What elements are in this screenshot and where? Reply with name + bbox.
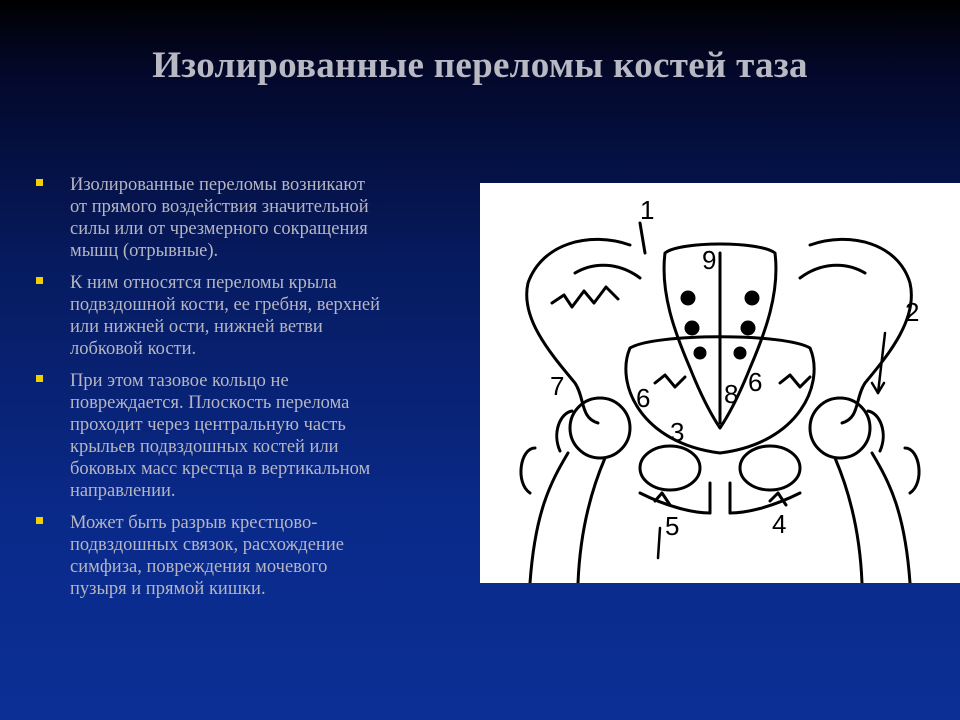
figure-label: 1 xyxy=(640,195,655,225)
bullet-square-icon xyxy=(36,179,43,186)
bullet-item xyxy=(34,370,474,502)
bullet-item xyxy=(34,512,474,600)
figure-label: 2 xyxy=(905,297,920,327)
figure-label: 4 xyxy=(772,509,787,539)
figure-label: 7 xyxy=(550,371,565,401)
figure-label: 3 xyxy=(670,417,685,447)
bullet-text: При этом тазовое кольцо не повреждается. Плоскость перелома проходит через центральную часть крыльев подвздошных костей или боковых масс крестца в вертикальном направлении. xyxy=(70,371,371,501)
bullet-item xyxy=(34,272,474,360)
figure-label: 8 xyxy=(724,379,739,409)
figure-label: 6 xyxy=(636,383,651,413)
bullet-square-icon xyxy=(36,375,43,382)
slide-title: Изолированные переломы костей таза xyxy=(152,45,808,86)
bullet-text: Может быть разрыв крестцово- подвздошных связок, расхождение симфиза, повреждения мочевого пузыря и прямой кишки. xyxy=(70,513,344,599)
bullet-text: Изолированные переломы возникают от прямого воздействия значительной силы или от чрезмерного сокращения мышц (отрывные). xyxy=(70,175,369,261)
figure-label: 5 xyxy=(665,511,680,541)
figure-label: 6 xyxy=(748,367,763,397)
bullet-list xyxy=(34,174,474,610)
pelvis-illustration xyxy=(480,183,960,583)
bullet-square-icon xyxy=(36,517,43,524)
bullet-text: К ним относятся переломы крыла подвздошной кости, ее гребня, верхней или нижней ости, нижней ветви лобковой кости. xyxy=(70,273,381,359)
bullet-square-icon xyxy=(36,277,43,284)
figure-label: 9 xyxy=(702,245,717,275)
bullet-item xyxy=(34,174,474,262)
